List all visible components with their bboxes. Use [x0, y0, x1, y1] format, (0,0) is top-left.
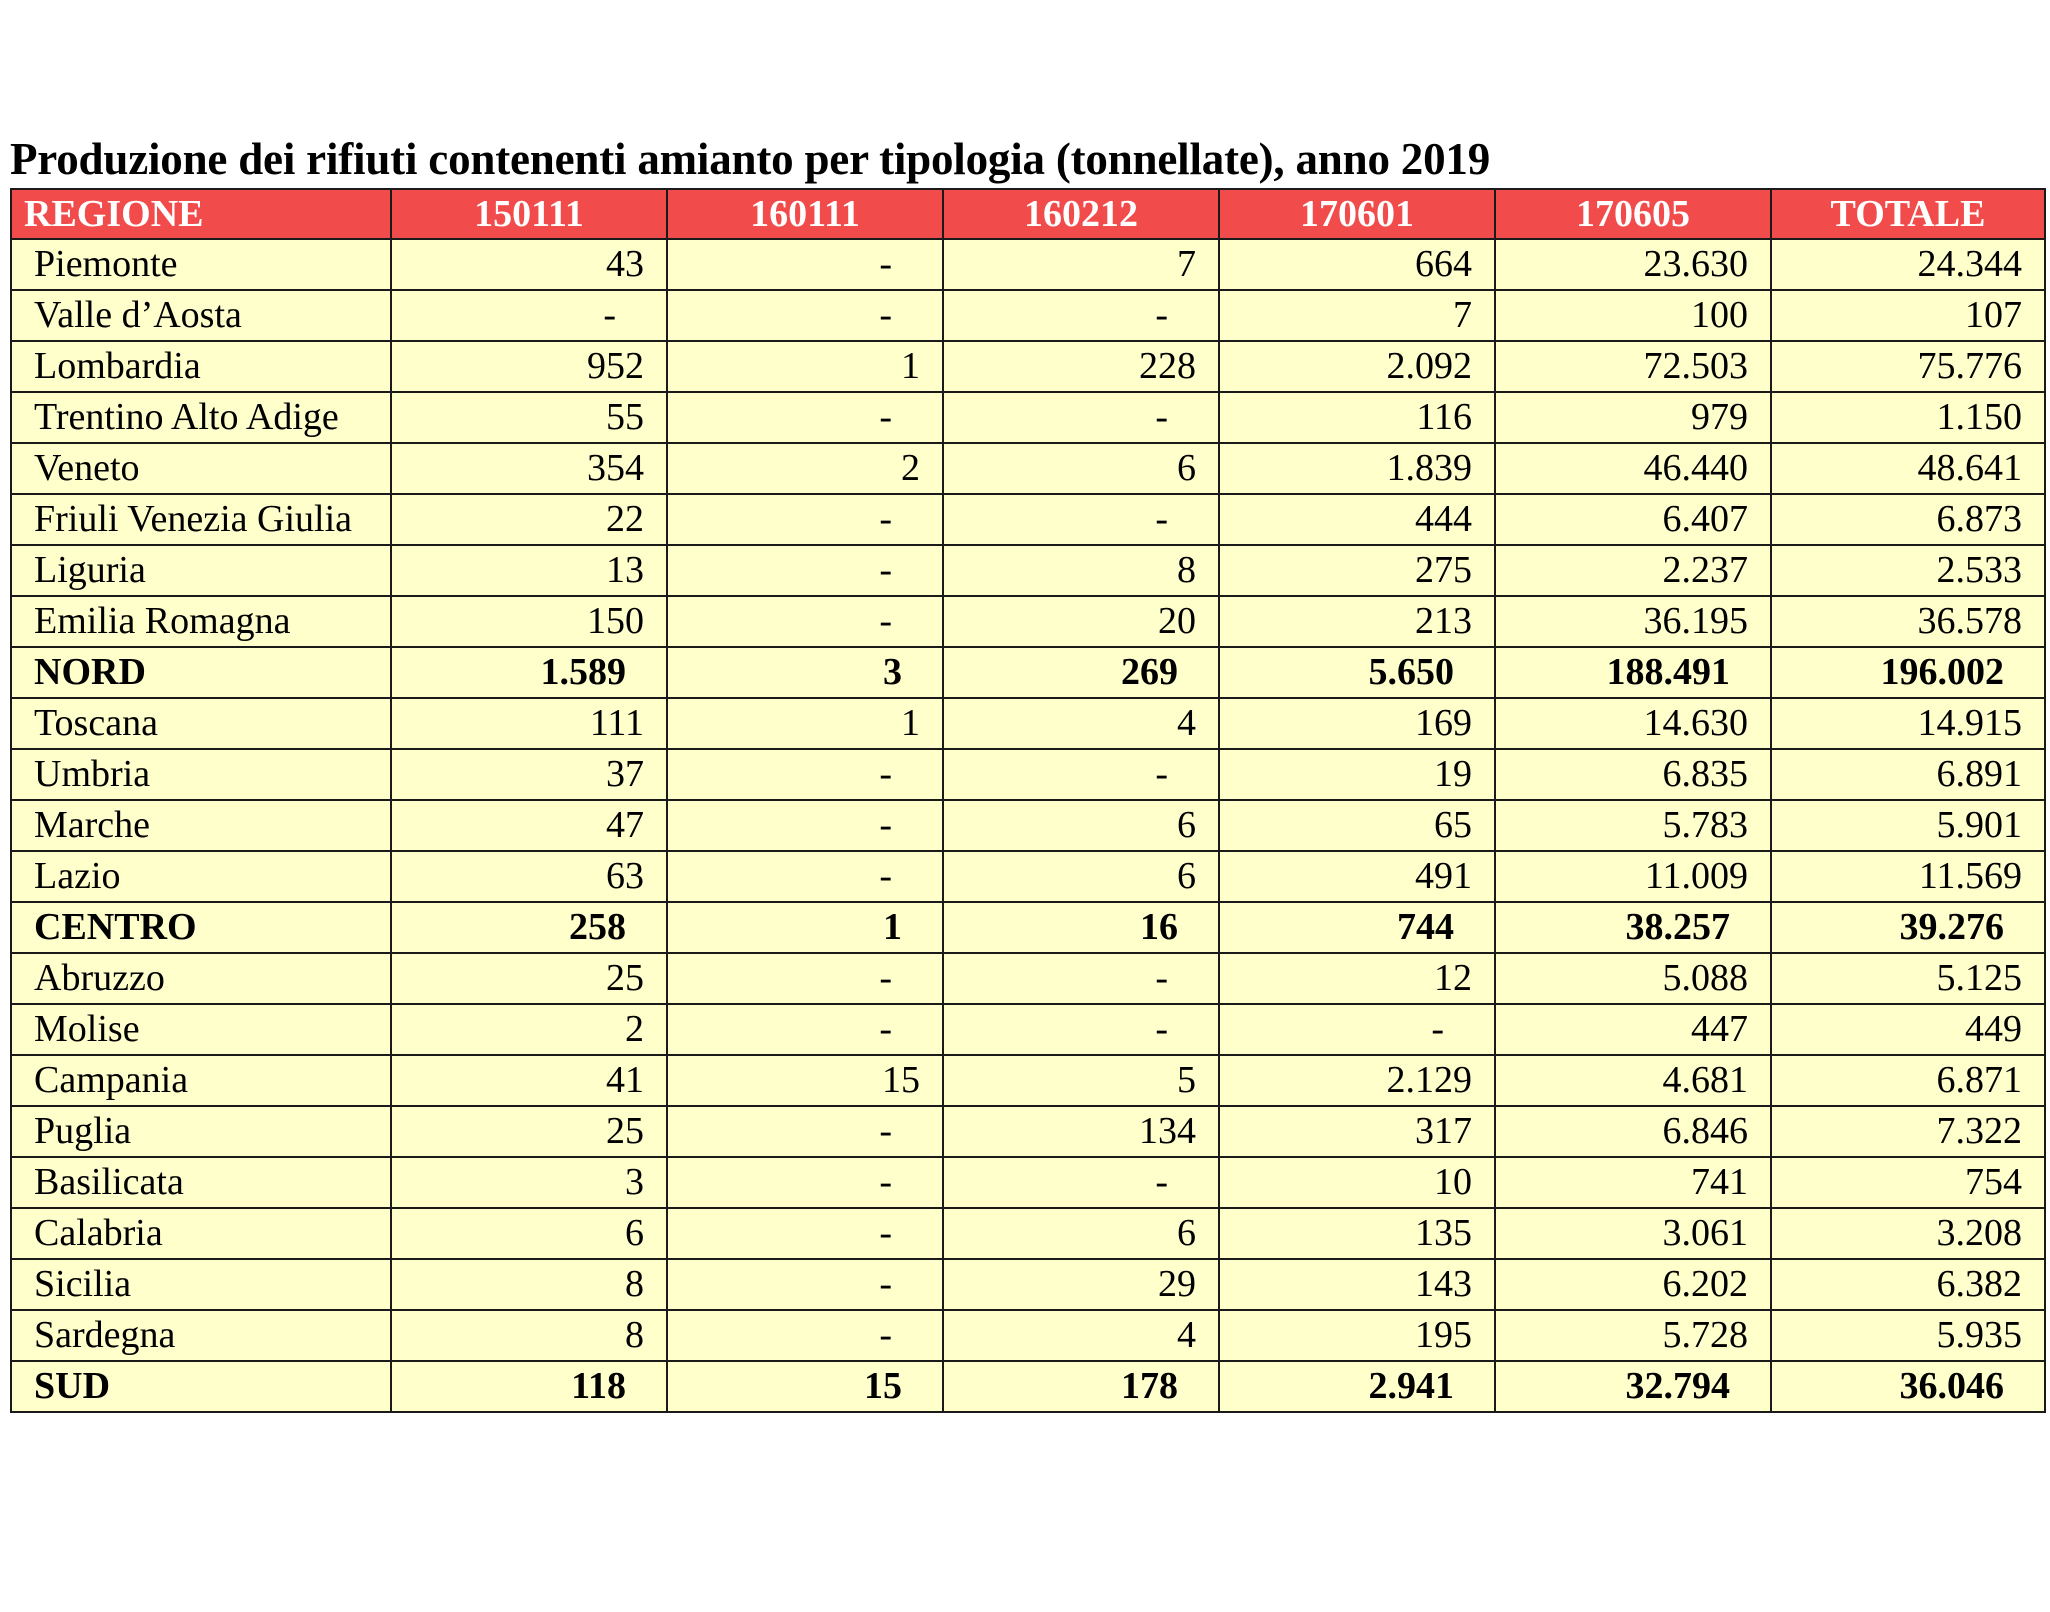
value-cell: 2.941	[1219, 1361, 1495, 1412]
value-cell: 36.046	[1771, 1361, 2045, 1412]
value-cell: 7	[1219, 290, 1495, 341]
value-cell: 1.589	[391, 647, 667, 698]
value-cell: 317	[1219, 1106, 1495, 1157]
column-header-150111: 150111	[391, 189, 667, 239]
value-cell: 4	[943, 698, 1219, 749]
subtotal-row	[11, 902, 2045, 953]
value-cell: -	[943, 392, 1219, 443]
value-cell: 6	[391, 1208, 667, 1259]
value-cell: 1.839	[1219, 443, 1495, 494]
table-row	[11, 851, 2045, 902]
table-row	[11, 392, 2045, 443]
value-cell: 2.129	[1219, 1055, 1495, 1106]
value-cell: -	[667, 1004, 943, 1055]
value-cell: 5.088	[1495, 953, 1771, 1004]
value-cell: 8	[943, 545, 1219, 596]
value-cell: 5.125	[1771, 953, 2045, 1004]
column-header-160212: 160212	[943, 189, 1219, 239]
value-cell: -	[943, 290, 1219, 341]
value-cell: 14.915	[1771, 698, 2045, 749]
region-cell: Veneto	[11, 443, 391, 494]
value-cell: 11.009	[1495, 851, 1771, 902]
region-cell: Lazio	[11, 851, 391, 902]
table-row	[11, 953, 2045, 1004]
table-row	[11, 596, 2045, 647]
table-row	[11, 1106, 2045, 1157]
region-cell: Valle d’Aosta	[11, 290, 391, 341]
value-cell: 32.794	[1495, 1361, 1771, 1412]
region-cell: Trentino Alto Adige	[11, 392, 391, 443]
value-cell: 228	[943, 341, 1219, 392]
table-row	[11, 1055, 2045, 1106]
table-title: Produzione dei rifiuti contenenti amianto per tipologia (tonnellate), anno 2019	[10, 134, 1491, 184]
value-cell: 15	[667, 1361, 943, 1412]
value-cell: 3	[667, 647, 943, 698]
value-cell: 196.002	[1771, 647, 2045, 698]
value-cell: 29	[943, 1259, 1219, 1310]
value-cell: 6.846	[1495, 1106, 1771, 1157]
region-cell: Sicilia	[11, 1259, 391, 1310]
value-cell: 1.150	[1771, 392, 2045, 443]
value-cell: 38.257	[1495, 902, 1771, 953]
value-cell: 8	[391, 1310, 667, 1361]
value-cell: -	[667, 494, 943, 545]
table-row	[11, 239, 2045, 290]
value-cell: 11.569	[1771, 851, 2045, 902]
value-cell: 75.776	[1771, 341, 2045, 392]
value-cell: 24.344	[1771, 239, 2045, 290]
value-cell: 5.783	[1495, 800, 1771, 851]
value-cell: 23.630	[1495, 239, 1771, 290]
value-cell: 6.871	[1771, 1055, 2045, 1106]
value-cell: 3.061	[1495, 1208, 1771, 1259]
value-cell: 6.891	[1771, 749, 2045, 800]
value-cell: 169	[1219, 698, 1495, 749]
value-cell: 6.202	[1495, 1259, 1771, 1310]
value-cell: 195	[1219, 1310, 1495, 1361]
region-cell: Calabria	[11, 1208, 391, 1259]
table-row	[11, 1310, 2045, 1361]
value-cell: -	[667, 290, 943, 341]
value-cell: 16	[943, 902, 1219, 953]
table-row	[11, 698, 2045, 749]
value-cell: 20	[943, 596, 1219, 647]
value-cell: 447	[1495, 1004, 1771, 1055]
region-cell: Friuli Venezia Giulia	[11, 494, 391, 545]
value-cell: -	[391, 290, 667, 341]
value-cell: 7.322	[1771, 1106, 2045, 1157]
value-cell: 43	[391, 239, 667, 290]
value-cell: 36.195	[1495, 596, 1771, 647]
table-header	[11, 189, 2045, 239]
table-row	[11, 1208, 2045, 1259]
value-cell: 22	[391, 494, 667, 545]
value-cell: 354	[391, 443, 667, 494]
value-cell: -	[667, 1259, 943, 1310]
region-cell: Toscana	[11, 698, 391, 749]
value-cell: 491	[1219, 851, 1495, 902]
value-cell: 5.650	[1219, 647, 1495, 698]
value-cell: 8	[391, 1259, 667, 1310]
region-cell: NORD	[11, 647, 391, 698]
value-cell: 41	[391, 1055, 667, 1106]
table-body	[11, 239, 2045, 1412]
table-row	[11, 1004, 2045, 1055]
value-cell: 46.440	[1495, 443, 1771, 494]
value-cell: 6.407	[1495, 494, 1771, 545]
region-cell: Piemonte	[11, 239, 391, 290]
value-cell: 39.276	[1771, 902, 2045, 953]
value-cell: 3.208	[1771, 1208, 2045, 1259]
value-cell: -	[667, 749, 943, 800]
value-cell: 5.901	[1771, 800, 2045, 851]
value-cell: -	[943, 953, 1219, 1004]
value-cell: -	[667, 1208, 943, 1259]
value-cell: 6.873	[1771, 494, 2045, 545]
value-cell: 47	[391, 800, 667, 851]
table-row	[11, 545, 2045, 596]
region-cell: Puglia	[11, 1106, 391, 1157]
value-cell: 2	[667, 443, 943, 494]
value-cell: 36.578	[1771, 596, 2045, 647]
value-cell: 48.641	[1771, 443, 2045, 494]
value-cell: 979	[1495, 392, 1771, 443]
value-cell: 754	[1771, 1157, 2045, 1208]
value-cell: 6	[943, 1208, 1219, 1259]
value-cell: 275	[1219, 545, 1495, 596]
table-row	[11, 749, 2045, 800]
value-cell: 135	[1219, 1208, 1495, 1259]
value-cell: 178	[943, 1361, 1219, 1412]
region-cell: Abruzzo	[11, 953, 391, 1004]
value-cell: 444	[1219, 494, 1495, 545]
region-cell: Campania	[11, 1055, 391, 1106]
value-cell: 1	[667, 341, 943, 392]
region-cell: CENTRO	[11, 902, 391, 953]
value-cell: 6.382	[1771, 1259, 2045, 1310]
value-cell: 118	[391, 1361, 667, 1412]
value-cell: 55	[391, 392, 667, 443]
value-cell: -	[667, 851, 943, 902]
value-cell: 258	[391, 902, 667, 953]
value-cell: 19	[1219, 749, 1495, 800]
region-cell: Sardegna	[11, 1310, 391, 1361]
value-cell: 134	[943, 1106, 1219, 1157]
value-cell: -	[943, 494, 1219, 545]
value-cell: 143	[1219, 1259, 1495, 1310]
value-cell: 72.503	[1495, 341, 1771, 392]
column-header-170601: 170601	[1219, 189, 1495, 239]
table-row	[11, 1157, 2045, 1208]
value-cell: 2.092	[1219, 341, 1495, 392]
table-row	[11, 341, 2045, 392]
table-row	[11, 1259, 2045, 1310]
value-cell: 2.533	[1771, 545, 2045, 596]
value-cell: -	[943, 1157, 1219, 1208]
region-cell: Basilicata	[11, 1157, 391, 1208]
value-cell: 1	[667, 902, 943, 953]
value-cell: 6	[943, 851, 1219, 902]
value-cell: 741	[1495, 1157, 1771, 1208]
value-cell: 213	[1219, 596, 1495, 647]
value-cell: -	[667, 596, 943, 647]
value-cell: 15	[667, 1055, 943, 1106]
value-cell: 13	[391, 545, 667, 596]
value-cell: 664	[1219, 239, 1495, 290]
value-cell: 25	[391, 1106, 667, 1157]
value-cell: 4	[943, 1310, 1219, 1361]
value-cell: 6	[943, 800, 1219, 851]
value-cell: 952	[391, 341, 667, 392]
value-cell: 5.935	[1771, 1310, 2045, 1361]
region-cell: Lombardia	[11, 341, 391, 392]
value-cell: -	[667, 953, 943, 1004]
region-cell: SUD	[11, 1361, 391, 1412]
table-row	[11, 443, 2045, 494]
value-cell: -	[667, 1310, 943, 1361]
column-header-170605: 170605	[1495, 189, 1771, 239]
value-cell: 3	[391, 1157, 667, 1208]
table-row	[11, 800, 2045, 851]
value-cell: 6.835	[1495, 749, 1771, 800]
column-header-160111: 160111	[667, 189, 943, 239]
subtotal-row	[11, 647, 2045, 698]
region-cell: Liguria	[11, 545, 391, 596]
value-cell: 107	[1771, 290, 2045, 341]
value-cell: -	[943, 749, 1219, 800]
value-cell: 116	[1219, 392, 1495, 443]
value-cell: -	[667, 1157, 943, 1208]
region-cell: Emilia Romagna	[11, 596, 391, 647]
value-cell: -	[667, 545, 943, 596]
value-cell: 111	[391, 698, 667, 749]
region-cell: Umbria	[11, 749, 391, 800]
column-header-regione: REGIONE	[11, 189, 391, 239]
value-cell: 1	[667, 698, 943, 749]
value-cell: 5.728	[1495, 1310, 1771, 1361]
value-cell: 150	[391, 596, 667, 647]
subtotal-row	[11, 1361, 2045, 1412]
header-row	[11, 189, 2045, 239]
value-cell: -	[667, 239, 943, 290]
value-cell: 449	[1771, 1004, 2045, 1055]
value-cell: 2	[391, 1004, 667, 1055]
region-cell: Molise	[11, 1004, 391, 1055]
value-cell: -	[667, 392, 943, 443]
value-cell: 5	[943, 1055, 1219, 1106]
column-header-totale: TOTALE	[1771, 189, 2045, 239]
value-cell: 7	[943, 239, 1219, 290]
value-cell: 14.630	[1495, 698, 1771, 749]
value-cell: 10	[1219, 1157, 1495, 1208]
value-cell: 63	[391, 851, 667, 902]
value-cell: 100	[1495, 290, 1771, 341]
region-cell: Marche	[11, 800, 391, 851]
value-cell: -	[667, 800, 943, 851]
value-cell: -	[943, 1004, 1219, 1055]
value-cell: 269	[943, 647, 1219, 698]
value-cell: 6	[943, 443, 1219, 494]
value-cell: 188.491	[1495, 647, 1771, 698]
table-row	[11, 290, 2045, 341]
value-cell: 65	[1219, 800, 1495, 851]
value-cell: -	[667, 1106, 943, 1157]
value-cell: 37	[391, 749, 667, 800]
value-cell: -	[1219, 1004, 1495, 1055]
value-cell: 744	[1219, 902, 1495, 953]
value-cell: 12	[1219, 953, 1495, 1004]
table-row	[11, 494, 2045, 545]
value-cell: 25	[391, 953, 667, 1004]
value-cell: 2.237	[1495, 545, 1771, 596]
value-cell: 4.681	[1495, 1055, 1771, 1106]
waste-asbestos-table	[10, 188, 2046, 1413]
